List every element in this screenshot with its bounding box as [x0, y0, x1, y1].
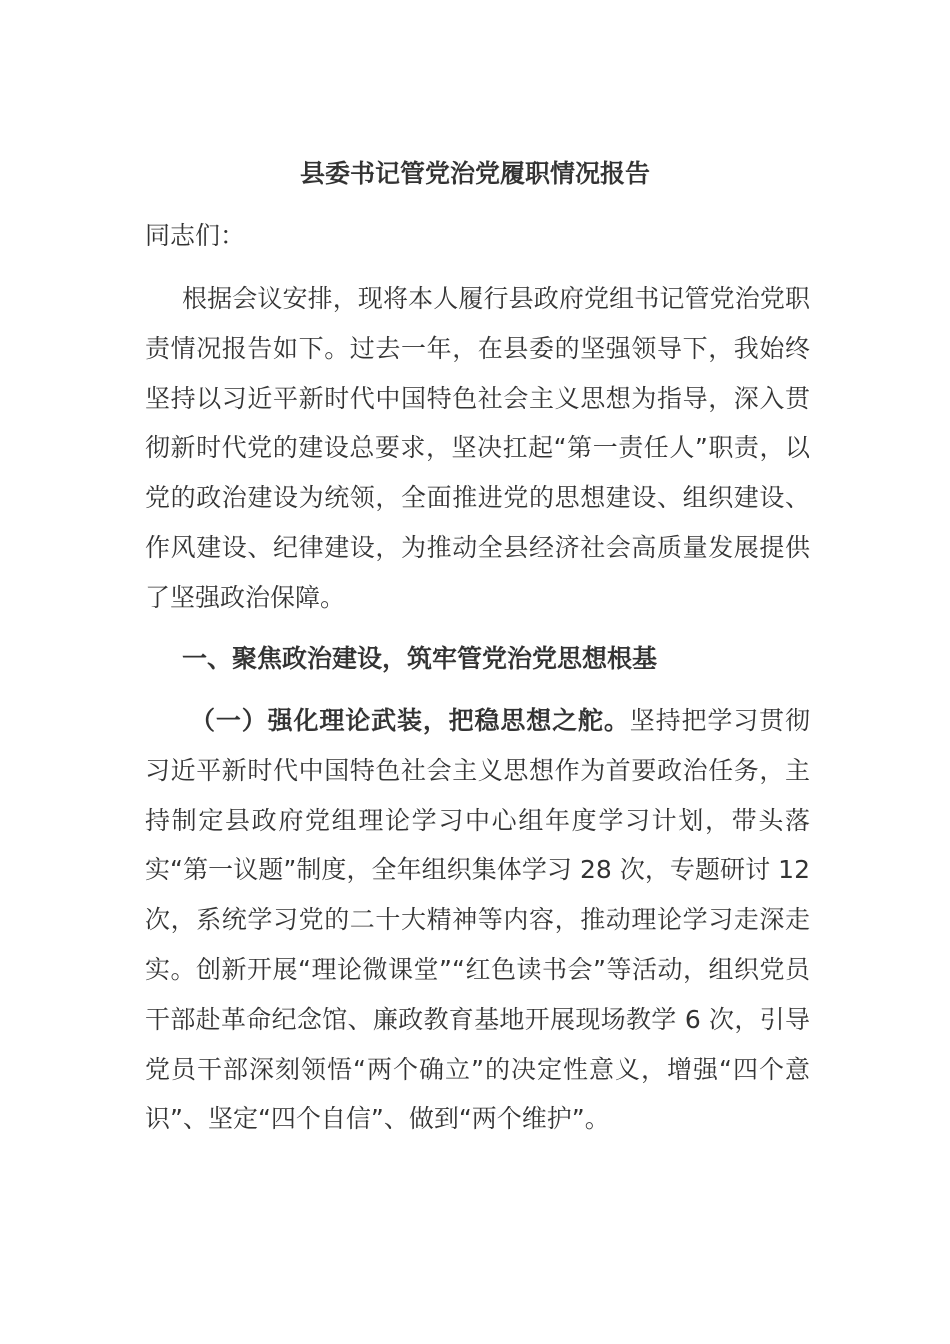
section-heading: 一、聚焦政治建设，筑牢管党治党思想根基	[182, 644, 658, 673]
subsection-paragraph	[145, 696, 810, 1144]
intro-paragraph: 根据会议安排，现将本人履行县政府党组书记管党治党职责情况报告如下。过去一年，在县委的坚强领导下，我始终坚持以习近平新时代中国特色社会主义思想为指导，深入贯彻新时代党的建设总要求，坚决扛起“第一责任人”职责，以党的政治建设为统领，全面推进党的思想建设、组织建设、作风建设、纪律建设，为推动全县经济社会高质量发展提供了坚强政治保障。	[145, 284, 810, 612]
document-title: 县委书记管党治党履职情况报告	[299, 159, 650, 188]
subsection-text: 坚持把学习贯彻习近平新时代中国特色社会主义思想作为首要政治任务，主持制定县政府党组理论学习中心组年度学习计划，带头落实“第一议题”制度，全年组织集体学习 28 次，专题研讨 12 次，系统学习党的二十大精神等内容，推动理论学习走深走实。创新开展“理论微课堂”“红色读书会”等活动，组织党员干部赴革命纪念馆、廉政教育基地开展现场教学 6 次，引导党员干部深刻领悟“两个确立”的决定性意义，增强“四个意识”、坚定“四个自信”、做到“两个维护”。	[145, 706, 810, 1134]
salutation: 同志们：	[145, 221, 246, 250]
subsection-lead-in: （一）强化理论武装，把稳思想之舵。	[190, 706, 630, 735]
